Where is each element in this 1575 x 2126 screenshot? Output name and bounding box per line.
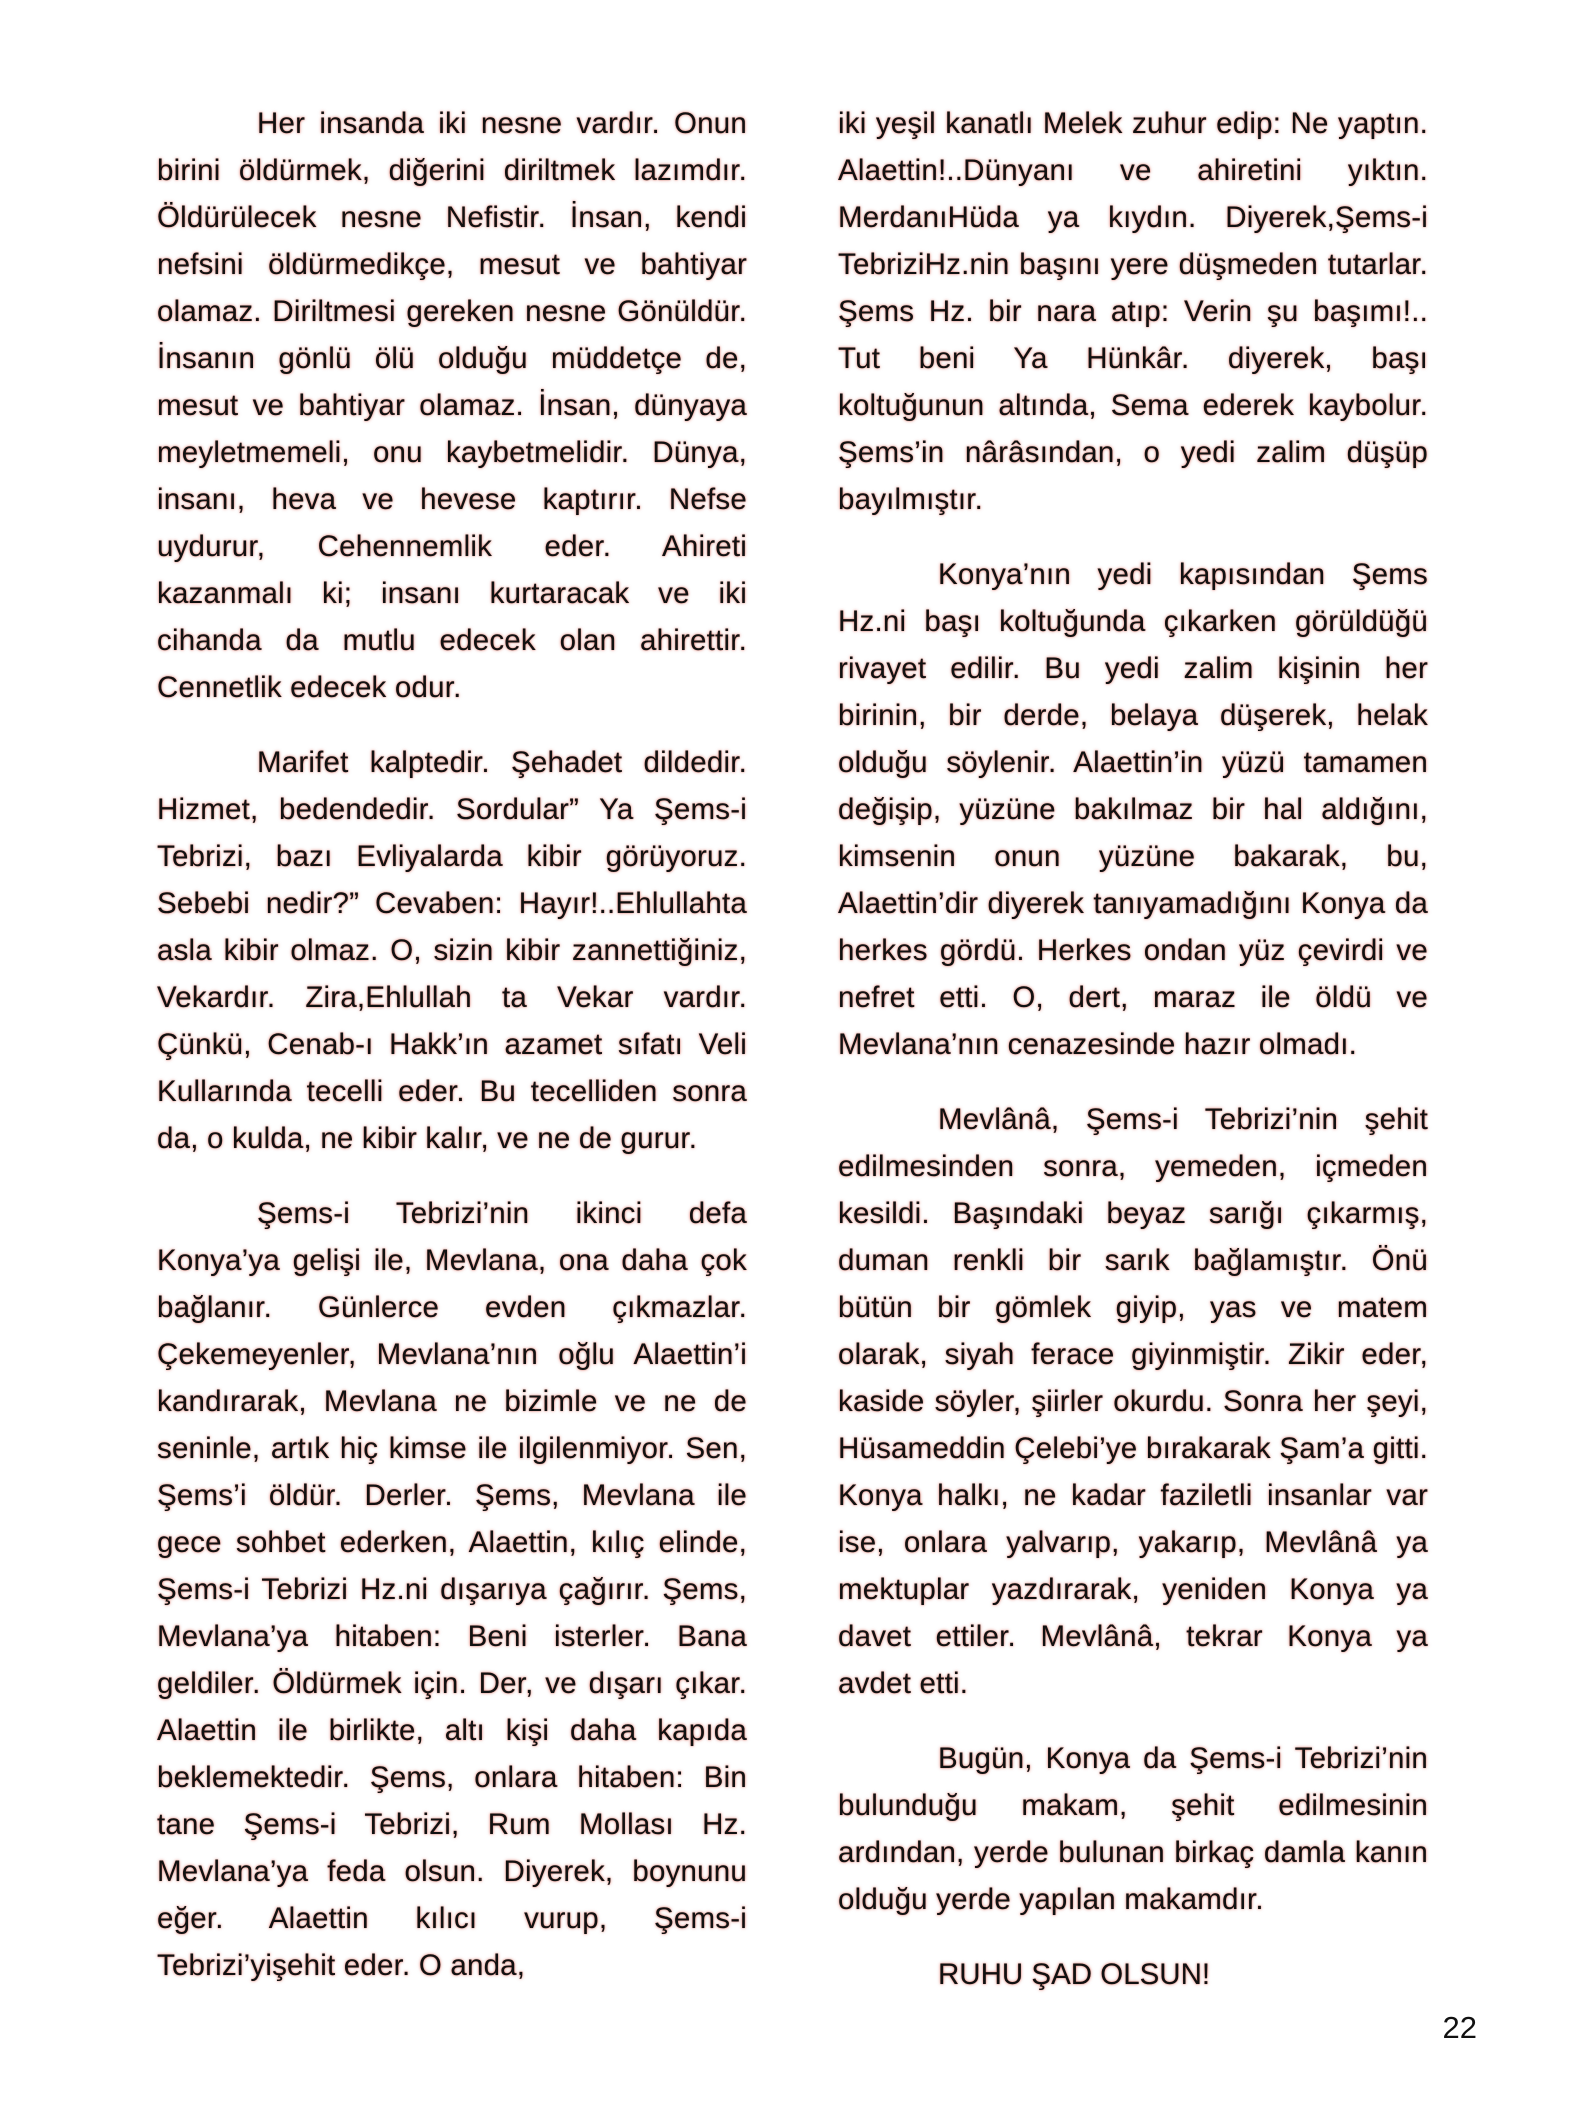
left-paragraph-1 — [157, 100, 747, 711]
paragraph-text: Şems-i Tebrizi’nin ikinci defa Konya’ya gelişi ile, Mevlana, ona daha çok bağlanır. Günlerce evden çıkmazlar. Çekemeyenler, Mevlana’nın oğlu Alaettin’i kandırarak, Mevlana ne bizimle ve ne de seninle, artık hiç kimse ile ilgilenmiyor. Sen, Şems’i öldür. Derler. Şems, Mevlana ile gece sohbet ederken, Alaettin, kılıç elinde, Şems-i Tebrizi Hz.ni dışarıya çağırır. Şems, Mevlana’ya hitaben: Beni isterler. Bana geldiler. Öldürmek için. Der, ve dışarı çıkar. Alaettin ile birlikte, altı kişi daha kapıda beklemektedir. Şems, onlara hitaben: Bin tane Şems-i Tebrizi, Rum Mollası Hz. Mevlana’ya feda olsun. Diyerek, boynunu eğer. Alaettin kılıcı vurup, Şems-i Tebrizi’yişehit eder. O anda, — [157, 1197, 747, 1982]
paragraph-text: Bugün, Konya da Şems-i Tebrizi’nin bulunduğu makam, şehit edilmesinin ardından, yerde bulunan birkaç damla kanın olduğu yerde yapılan makamdır. — [838, 1742, 1428, 1916]
paragraph-text: Her insanda iki nesne vardır. Onun birini öldürmek, diğerini diriltmek lazımdır. Öldürülecek nesne Nefistir. İnsan, kendi nefsini öldürmedikçe, mesut ve bahtiyar olamaz. Diriltmesi gereken nesne Gönüldür. İnsanın gönlü ölü olduğu müddetçe de, mesut ve bahtiyar olamaz. İnsan, dünyaya meyletmemeli, onu kaybetmelidir. Dünya, insanı, heva ve hevese kaptırır. Nefse uydurur, Cehennemlik eder. Ahireti kazanmalı ki; insanı kurtaracak ve iki cihanda da mutlu edecek olan ahirettir. Cennetlik edecek odur. — [157, 107, 747, 704]
left-column — [157, 100, 747, 1989]
paragraph-text: Mevlânâ, Şems-i Tebrizi’nin şehit edilmesinden sonra, yemeden, içmeden kesildi. Başındaki beyaz sarığı çıkarmış, duman renkli bir sarık bağlamıştır. Önü bütün bir gömlek giyip, yas ve matem olarak, siyah ferace giyinmiştir. Zikir eder, kaside söyler, şiirler okurdu. Sonra her şeyi, Hüsameddin Çelebi’ye bırakarak Şam’a gitti. Konya halkı, ne kadar faziletli insanlar var ise, onlara yalvarıp, yakarıp, Mevlânâ ya mektuplar yazdırarak, yeniden Konya ya davet ettiler. Mevlânâ, tekrar Konya ya avdet etti. — [838, 1103, 1428, 1700]
right-paragraph-2 — [838, 551, 1428, 1068]
paragraph-text: Marifet kalptedir. Şehadet dildedir. Hizmet, bedendedir. Sordular” Ya Şems-i Tebrizi, bazı Evliyalarda kibir görüyoruz. Sebebi nedir?” Cevaben: Hayır!..Ehlullahta asla kibir olmaz. O, sizin kibir zannettiğiniz, Vekardır. Zira,Ehlullah ta Vekar vardır. Çünkü, Cenab-ı Hakk’ın azamet sıfatı Veli Kullarında tecelli eder. Bu tecelliden sonra da, o kulda, ne kibir kalır, ve ne de gurur. — [157, 746, 747, 1155]
left-paragraph-2 — [157, 739, 747, 1162]
right-paragraph-3 — [838, 1096, 1428, 1707]
paragraph-text: iki yeşil kanatlı Melek zuhur edip: Ne yaptın. Alaettin!..Dünyanı ve ahiretini yıktın. MerdanıHüda ya kıydın. Diyerek,Şems-i TebriziHz.nin başını yere düşmeden tutarlar. Şems Hz. bir nara atıp: Verin şu başımı!.. Tut beni Ya Hünkâr. diyerek, başı koltuğunun altında, Sema ederek kaybolur. Şems’in nârâsından, o yedi zalim düşüp bayılmıştır. — [838, 107, 1428, 516]
page-number: 22 — [1442, 2010, 1477, 2045]
right-paragraph-1 — [838, 100, 1428, 523]
left-paragraph-3 — [157, 1190, 747, 1989]
closing-line: RUHU ŞAD OLSUN! — [938, 1958, 1211, 1991]
right-column — [838, 100, 1428, 1998]
right-paragraph-4 — [838, 1735, 1428, 1923]
paragraph-text: Konya’nın yedi kapısından Şems Hz.ni başı koltuğunda çıkarken görüldüğü rivayet edilir. Bu yedi zalim kişinin her birinin, bir derde, belaya düşerek, helak olduğu söylenir. Alaettin’in yüzü tamamen değişip, yüzüne bakılmaz bir hal aldığını, kimsenin onun yüzüne bakarak, bu, Alaettin’dir diyerek tanıyamadığını Konya da herkes gördü. Herkes ondan yüz çevirdi ve nefret etti. O, dert, maraz ile öldü ve Mevlana’nın cenazesinde hazır olmadı. — [838, 558, 1428, 1061]
